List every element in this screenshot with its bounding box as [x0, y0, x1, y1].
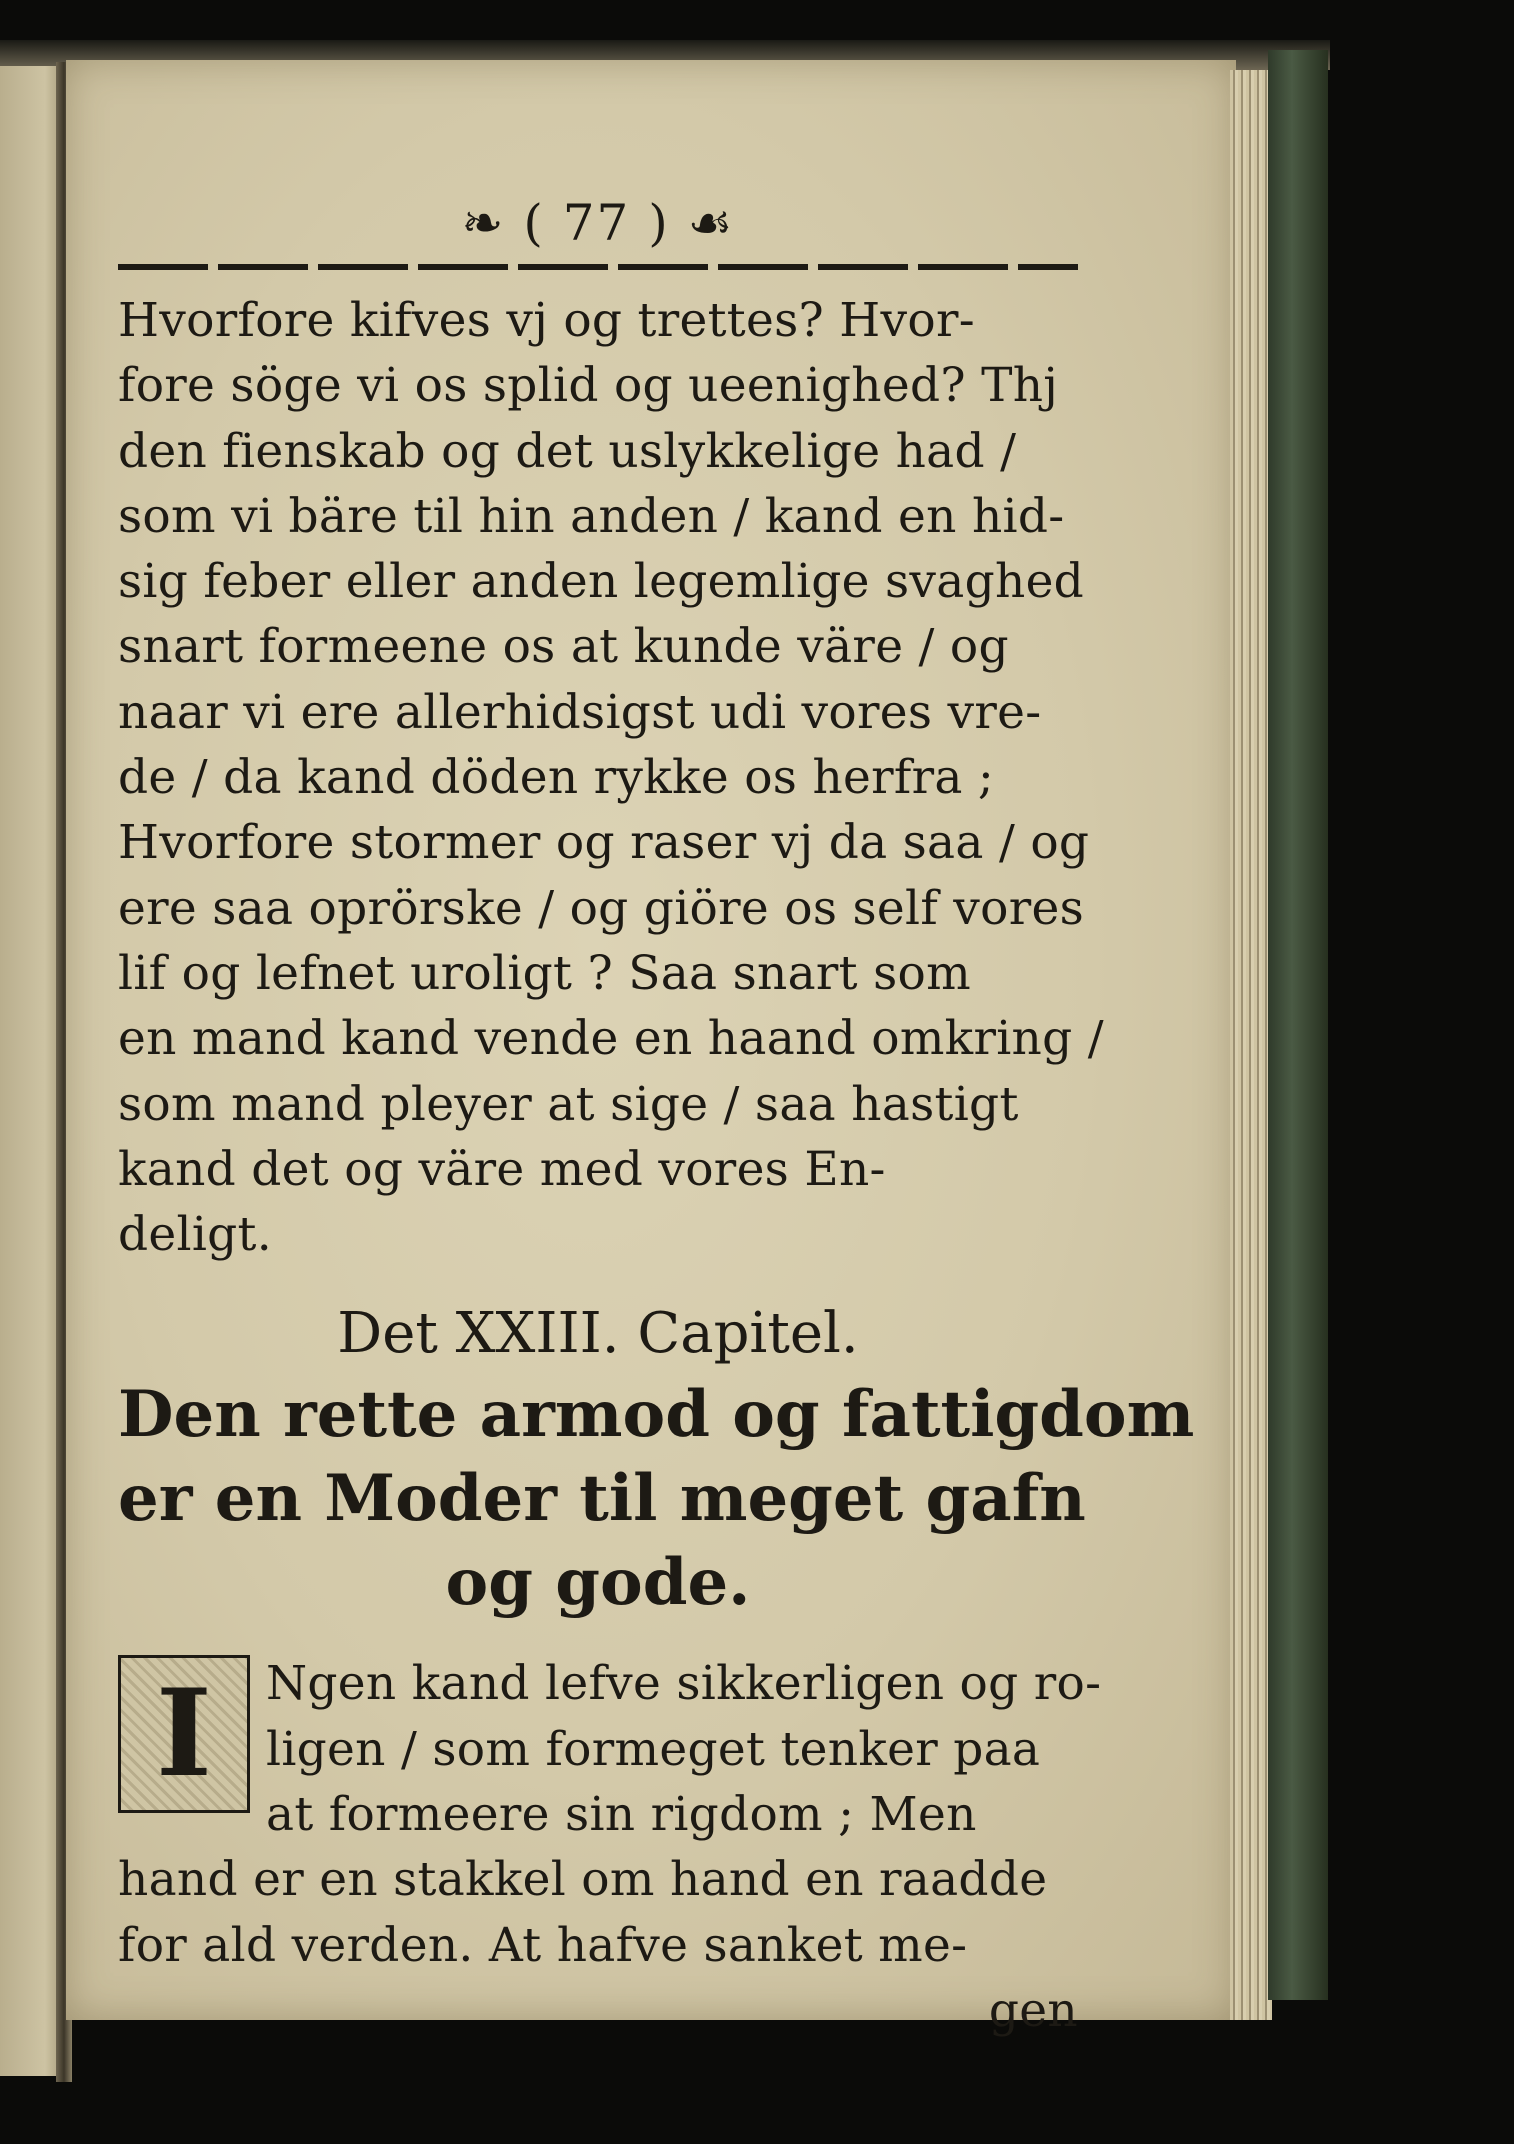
text-line: fore söge vi os splid og ueenighed? Thj	[118, 358, 1059, 414]
paragraph-2	[118, 1651, 1102, 2043]
text-line: for ald verden. At hafve sanket me-	[118, 1917, 968, 1973]
text-line: ligen / som formeget tenker paa	[266, 1721, 1041, 1777]
text-line: de / da kand döden rykke os herfra ;	[118, 750, 995, 806]
book-cover-edge	[1268, 50, 1328, 2000]
text-line: kand det og väre med vores En-	[118, 1141, 886, 1197]
page-number-header: ❧ ( 77 ) ☙	[461, 194, 735, 252]
text-line: naar vi ere allerhidsigst udi vores vre-	[118, 684, 1042, 740]
text-line: lif og lefnet uroligt ? Saa snart som	[118, 945, 971, 1001]
text-line: snart formeene os at kunde väre / og	[118, 619, 1009, 675]
chapter-heading: Det XXIII. Capitel.	[337, 1301, 859, 1367]
catchword: gen	[988, 1982, 1078, 2038]
text-line: hand er en stakkel om hand en raadde	[118, 1852, 1048, 1908]
ornamental-dropcap: I	[118, 1655, 250, 1813]
section-spacer	[118, 1267, 1078, 1295]
text-line: sig feber eller anden legemlige svaghed	[118, 554, 1085, 610]
paragraph-1	[118, 288, 1104, 1267]
header-rule	[118, 264, 1078, 270]
page-content	[118, 190, 1195, 2043]
page-stack-edges	[1230, 70, 1272, 2020]
text-line: en mand kand vende en haand omkring /	[118, 1011, 1104, 1067]
text-line: den fienskab og det uslykkelige had /	[118, 423, 1017, 479]
text-line: Hvorfore kifves vj og trettes? Hvor-	[118, 293, 975, 348]
text-line: deligt.	[118, 1207, 272, 1263]
chapter-title-line: og gode.	[445, 1545, 751, 1621]
chapter-title	[118, 1373, 1195, 1625]
text-line: som vi bäre til hin anden / kand en hid-	[118, 488, 1065, 544]
text-line: at formeere sin rigdom ; Men	[266, 1787, 977, 1843]
chapter-title-line: Den rette armod og fattigdom	[118, 1377, 1195, 1453]
text-line: ere saa oprörske / og giöre os self vores	[118, 880, 1085, 936]
text-line: Ngen kand lefve sikkerligen og ro-	[266, 1656, 1102, 1712]
text-line: Hvorfore stormer og raser vj da saa / og	[118, 815, 1090, 871]
facing-page-edge	[0, 66, 64, 2076]
chapter-title-line: er en Moder til meget gafn	[118, 1461, 1086, 1537]
text-line: som mand pleyer at sige / saa hastigt	[118, 1076, 1019, 1132]
